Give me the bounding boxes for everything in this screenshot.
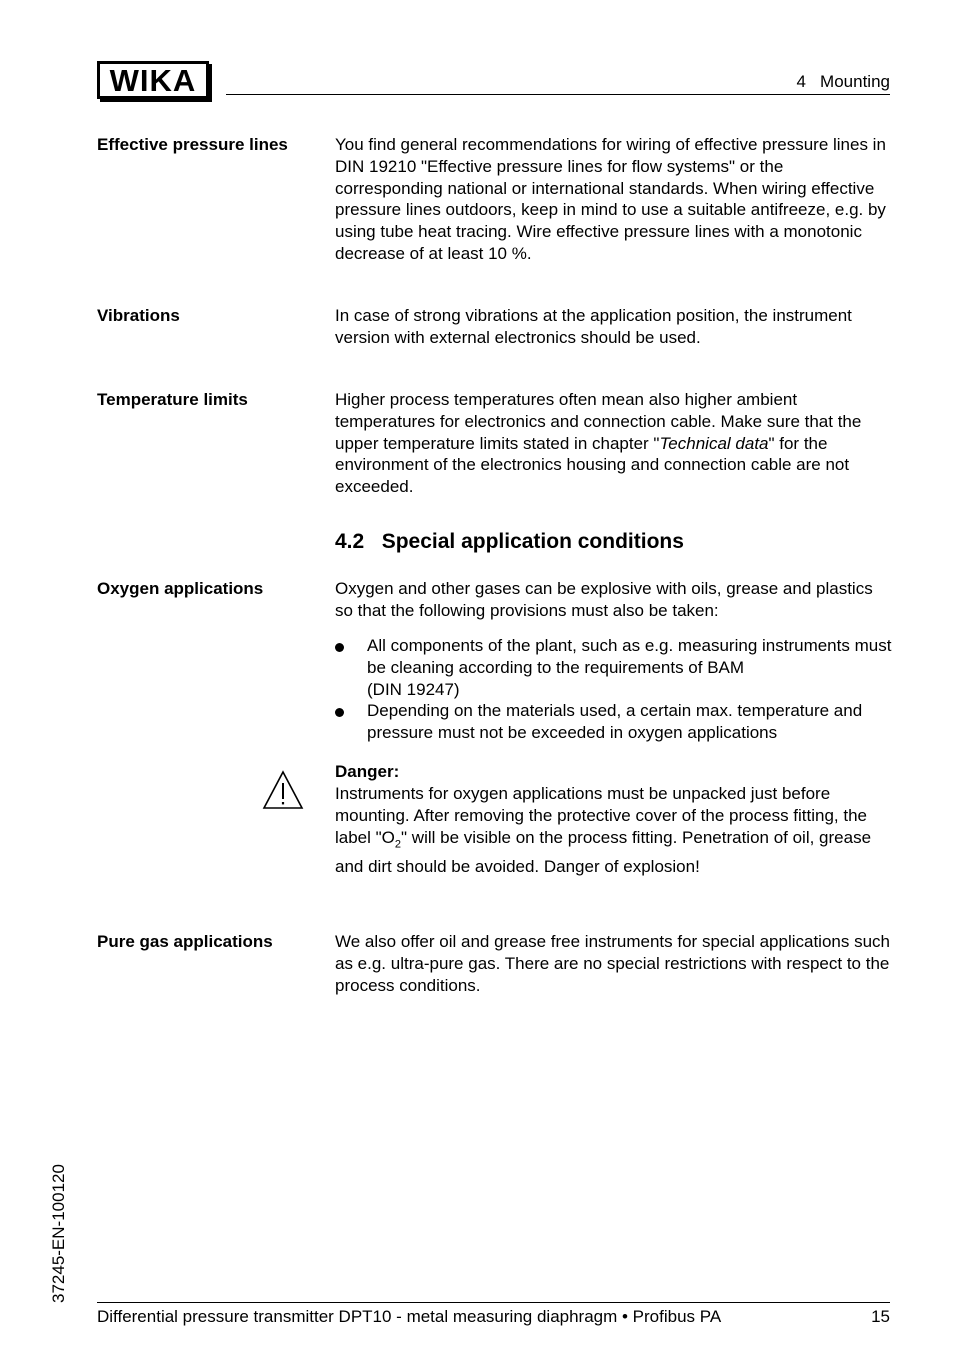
danger-subscript: 2 xyxy=(394,837,402,850)
page-number: 15 xyxy=(871,1307,890,1326)
list-item xyxy=(335,635,895,700)
label-temperature-limits: Temperature limits xyxy=(97,390,248,409)
label-effective-pressure-lines: Effective pressure lines xyxy=(97,135,288,154)
oxygen-bullet-list xyxy=(335,635,895,744)
danger-text-part1: Instruments for oxygen applications must be unpacked just before mounting. After removing the protective cover of the process fitting, the label "O xyxy=(335,784,867,847)
label-vibrations: Vibrations xyxy=(97,306,180,325)
logo-shadow-right xyxy=(207,64,212,102)
text-oxygen-intro: Oxygen and other gases can be explosive with oils, grease and plastics so that the following provisions must also be taken: xyxy=(335,579,873,620)
list-item-text: All components of the plant, such as e.g. measuring instruments must be cleaning according to the requirements of BAM xyxy=(367,636,892,677)
list-item-text: Depending on the materials used, a certain max. temperature and pressure must not be exceeded in oxygen applications xyxy=(367,701,863,743)
danger-title: Danger: xyxy=(335,762,400,781)
footer-rule xyxy=(97,1302,890,1303)
text-technical-data-ref: Technical data xyxy=(659,433,769,453)
bullet-icon xyxy=(335,643,344,652)
danger-text xyxy=(335,783,895,878)
list-item xyxy=(335,700,895,744)
text-temperature-limits-part1: Higher process temperatures often mean also higher ambient temperatures for electronics and connection cable. Make sure that the upper temperature limits stated in chapter " xyxy=(335,390,862,453)
logo-text: WIKA xyxy=(109,62,197,98)
wika-logo xyxy=(97,61,209,99)
text-effective-pressure-lines: You find general recommendations for wiring of effective pressure lines in DIN 19210 "Effective pressure lines for flow systems" or the corresponding national or international standards. When wiring effective pressure lines outdoors, keep in mind to use a suitable antifreeze, e.g. by using tube heat tracing. Wire effective pressure lines with a monotonic decrease of at least 10 %. xyxy=(335,135,886,263)
text-vibrations: In case of strong vibrations at the application position, the instrument version with external electronics should be used. xyxy=(335,306,852,347)
label-oxygen-applications: Oxygen applications xyxy=(97,579,264,598)
header-section: 4 Mounting xyxy=(796,72,890,91)
footer-title: Differential pressure transmitter DPT10 - metal measuring diaphragm • Profibus PA xyxy=(97,1307,722,1326)
section-heading: 4.2 Special application conditions xyxy=(335,530,684,553)
bullet-icon xyxy=(335,708,344,717)
text-temperature-limits xyxy=(335,389,895,498)
label-pure-gas-applications: Pure gas applications xyxy=(97,932,273,951)
list-item-text-cont: (DIN 19247) xyxy=(367,679,460,699)
header-rule xyxy=(226,94,890,95)
document-code: 37245-EN-100120 xyxy=(49,1164,68,1303)
danger-text-part2: " will be visible on the process fitting. Penetration of oil, grease and dirt should be avoided. Danger of explosion! xyxy=(335,827,872,876)
text-temperature-limits-part2: " for the environment of the electronics housing and connection cable are not exceeded. xyxy=(335,433,850,497)
warning-triangle-icon xyxy=(262,770,304,810)
logo-shadow-bottom xyxy=(100,98,212,102)
text-pure-gas-applications: We also offer oil and grease free instruments for special applications such as e.g. ultra-pure gas. There are no special restrictions with respect to the process conditions. xyxy=(335,932,890,995)
